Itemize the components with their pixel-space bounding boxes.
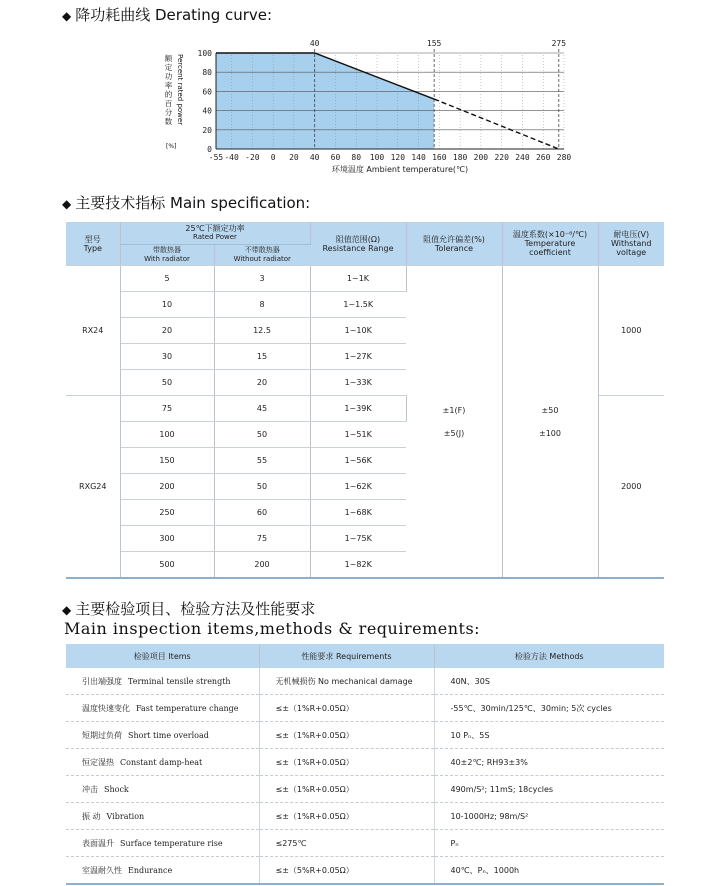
- header-requirements: 性能要求 Requirements: [259, 644, 434, 668]
- table-row: [66, 830, 664, 857]
- table-row: [66, 695, 664, 722]
- header-withstand-voltage: 耐电压(V) Withstand voltage: [598, 222, 664, 266]
- resistance-range-cell: 1~33K: [310, 370, 406, 396]
- without-radiator-cell: 12.5: [214, 318, 310, 344]
- spec-table: [66, 222, 664, 579]
- header-with-radiator: 带散热器 With radiator: [120, 245, 214, 266]
- temp-coef-value: ±50: [541, 405, 559, 415]
- item-cell: [66, 830, 259, 857]
- chart-y-tick-label: 60: [202, 87, 212, 97]
- chart-x-tick-label: 120: [390, 153, 406, 162]
- method-cell: 10-1000Hz; 98m/S²: [434, 803, 664, 830]
- method-cell: 490m/S²; 11mS; 18cycles: [434, 776, 664, 803]
- without-radiator-cell: 75: [214, 526, 310, 552]
- header-resistance-range: 阻值范围(Ω) Resistance Range: [310, 222, 406, 266]
- table-row: [66, 668, 664, 695]
- requirement-cell: ≤±（1%R+0.05Ω）: [259, 776, 434, 803]
- resistance-range-cell: 1~10K: [310, 318, 406, 344]
- table-row: [66, 266, 664, 292]
- item-cn: 室温耐久性: [82, 865, 122, 875]
- chart-x-tick-label: 80: [351, 153, 362, 162]
- diamond-bullet-icon: ◆: [62, 197, 72, 211]
- temp-coef-value: ±100: [539, 428, 561, 438]
- with-radiator-cell: 20: [120, 318, 214, 344]
- chart-top-annotation: 40: [309, 39, 320, 48]
- resistance-range-cell: 1~75K: [310, 526, 406, 552]
- item-cell: [66, 722, 259, 749]
- chart-x-tick-label: 240: [515, 153, 530, 162]
- method-cell: 40±2℃; RH93±3%: [434, 749, 664, 776]
- item-cell: [66, 776, 259, 803]
- chart-y-tick-label: 100: [197, 49, 212, 58]
- chart-x-tick-label: -55: [208, 153, 224, 162]
- without-radiator-cell: 45: [214, 396, 310, 422]
- resistance-range-cell: 1~56K: [310, 448, 406, 474]
- derating-chart: [150, 36, 590, 186]
- item-cn: 恒定湿热: [82, 757, 114, 767]
- chart-top-annotation: 155: [426, 39, 442, 48]
- method-cell: Pₙ: [434, 830, 664, 857]
- chart-x-tick-label: 40: [309, 153, 320, 162]
- header-temp-coef: 温度系数(×10⁻⁶/℃) Temperature coefficient: [502, 222, 598, 266]
- item-cell: [66, 857, 259, 885]
- tolerance-value: ±5(J): [443, 428, 465, 438]
- chart-x-tick-label: 260: [535, 153, 551, 162]
- chart-x-tick-label: 100: [369, 153, 385, 162]
- header-without-radiator: 不带散热器 Without radiator: [214, 245, 310, 266]
- table-row: [66, 749, 664, 776]
- item-cell: [66, 803, 259, 830]
- table-row: [66, 803, 664, 830]
- resistance-range-cell: 1~1.5K: [310, 292, 406, 318]
- chart-x-tick-label: 20: [289, 153, 299, 162]
- without-radiator-cell: 55: [214, 448, 310, 474]
- table-row: [66, 722, 664, 749]
- inspection-table: [66, 644, 664, 885]
- item-cn: 振 动: [82, 811, 101, 821]
- chart-y-tick-label: 0: [207, 145, 212, 154]
- item-cn: 冲击: [82, 784, 98, 794]
- item-en: Fast temperature change: [136, 703, 239, 713]
- item-en: Shock: [104, 784, 129, 794]
- resistance-range-cell: 1~27K: [310, 344, 406, 370]
- voltage-cell: 2000: [598, 396, 664, 579]
- item-en: Terminal tensile strength: [128, 676, 231, 686]
- method-cell: 40N、30S: [434, 668, 664, 695]
- header-type: 型号 Type: [66, 222, 120, 266]
- with-radiator-cell: 500: [120, 552, 214, 579]
- tolerance-value: ±1(F): [442, 405, 466, 415]
- chart-x-tick-label: 60: [330, 153, 341, 162]
- type-cell: RXG24: [66, 396, 120, 579]
- item-cn: 表面温升: [82, 838, 114, 848]
- with-radiator-cell: 300: [120, 526, 214, 552]
- with-radiator-cell: 75: [120, 396, 214, 422]
- without-radiator-cell: 60: [214, 500, 310, 526]
- derating-heading: ◆ 降功耗曲线 Derating curve:: [62, 6, 273, 24]
- header-tolerance: 阻值允许偏差(%) Tolerance: [406, 222, 502, 266]
- requirement-cell: ≤±（1%R+0.05Ω）: [259, 803, 434, 830]
- with-radiator-cell: 200: [120, 474, 214, 500]
- chart-x-tick-label: 160: [432, 153, 447, 162]
- item-en: Vibration: [106, 811, 145, 821]
- item-en: Constant damp-heat: [120, 757, 203, 767]
- with-radiator-cell: 50: [120, 370, 214, 396]
- tolerance-cell: [406, 266, 502, 579]
- header-rated-power: 25℃下额定功率 Rated Power: [120, 222, 310, 245]
- chart-x-tick-label: 0: [270, 153, 276, 162]
- item-en: Endurance: [128, 865, 173, 875]
- with-radiator-cell: 100: [120, 422, 214, 448]
- chart-y-label-cn: 额定功率的百分数: [164, 54, 173, 126]
- table-row: [66, 857, 664, 885]
- requirement-cell: ≤275℃: [259, 830, 434, 857]
- item-cell: [66, 749, 259, 776]
- requirement-cell: ≤±（1%R+0.05Ω）: [259, 722, 434, 749]
- item-cn: 短期过负荷: [82, 730, 122, 740]
- without-radiator-cell: 200: [214, 552, 310, 579]
- item-cn: 温度快速变化: [82, 703, 130, 713]
- spec-heading: ◆ 主要技术指标 Main specification:: [62, 194, 311, 212]
- chart-y-tick-label: 80: [202, 68, 212, 78]
- requirement-cell: 无机械损伤 No mechanical damage: [259, 668, 434, 695]
- with-radiator-cell: 250: [120, 500, 214, 526]
- method-cell: 10 Pₙ、5S: [434, 722, 664, 749]
- with-radiator-cell: 10: [120, 292, 214, 318]
- diamond-bullet-icon: ◆: [62, 9, 72, 23]
- method-cell: -55℃、30min/125℃、30min; 5次 cycles: [434, 695, 664, 722]
- resistance-range-cell: 1~39K: [310, 396, 406, 422]
- header-items: 检验项目 Items: [66, 644, 259, 668]
- chart-x-label: 环境温度 Ambient temperature(℃): [331, 165, 469, 174]
- item-en: Surface temperature rise: [120, 838, 223, 848]
- header-methods: 检验方法 Methods: [434, 644, 664, 668]
- item-cn: 引出端强度: [82, 676, 122, 686]
- requirement-cell: ≤±（1%R+0.05Ω）: [259, 695, 434, 722]
- chart-x-tick-label: -40: [224, 153, 239, 162]
- chart-x-tick-label: 180: [452, 153, 468, 162]
- resistance-range-cell: 1~1K: [310, 266, 406, 292]
- item-en: Short time overload: [128, 730, 209, 740]
- chart-x-tick-label: 220: [494, 153, 509, 162]
- without-radiator-cell: 3: [214, 266, 310, 292]
- chart-y-tick-label: 40: [202, 106, 212, 116]
- type-cell: RX24: [66, 266, 120, 396]
- resistance-range-cell: 1~82K: [310, 552, 406, 579]
- resistance-range-cell: 1~68K: [310, 500, 406, 526]
- without-radiator-cell: 50: [214, 422, 310, 448]
- item-cell: [66, 695, 259, 722]
- table-row: [66, 776, 664, 803]
- chart-y-label-unit: [%]: [166, 143, 177, 150]
- inspection-heading-en: Main inspection items,methods & requirements:: [64, 619, 481, 638]
- chart-y-label-en: Percent rated power: [176, 54, 184, 126]
- chart-top-annotation: 275: [551, 39, 567, 48]
- without-radiator-cell: 50: [214, 474, 310, 500]
- without-radiator-cell: 20: [214, 370, 310, 396]
- requirement-cell: ≤±（1%R+0.05Ω）: [259, 749, 434, 776]
- chart-series-dashed: [434, 99, 559, 149]
- chart-y-tick-label: 20: [202, 125, 212, 135]
- resistance-range-cell: 1~62K: [310, 474, 406, 500]
- chart-x-tick-label: 200: [473, 153, 489, 162]
- temp-coef-cell: [502, 266, 598, 579]
- without-radiator-cell: 8: [214, 292, 310, 318]
- inspection-heading-cn: ◆ 主要检验项目、检验方法及性能要求: [62, 600, 316, 618]
- item-cell: [66, 668, 259, 695]
- chart-x-tick-label: 140: [411, 153, 426, 162]
- chart-x-tick-label: -20: [245, 153, 260, 162]
- chart-x-tick-label: 280: [556, 153, 572, 162]
- requirement-cell: ≤±（5%R+0.05Ω）: [259, 857, 434, 885]
- without-radiator-cell: 15: [214, 344, 310, 370]
- resistance-range-cell: 1~51K: [310, 422, 406, 448]
- diamond-bullet-icon: ◆: [62, 603, 72, 617]
- voltage-cell: 1000: [598, 266, 664, 396]
- with-radiator-cell: 5: [120, 266, 214, 292]
- with-radiator-cell: 30: [120, 344, 214, 370]
- chart-fill-area: [216, 53, 434, 149]
- method-cell: 40℃、Pₙ、1000h: [434, 857, 664, 885]
- with-radiator-cell: 150: [120, 448, 214, 474]
